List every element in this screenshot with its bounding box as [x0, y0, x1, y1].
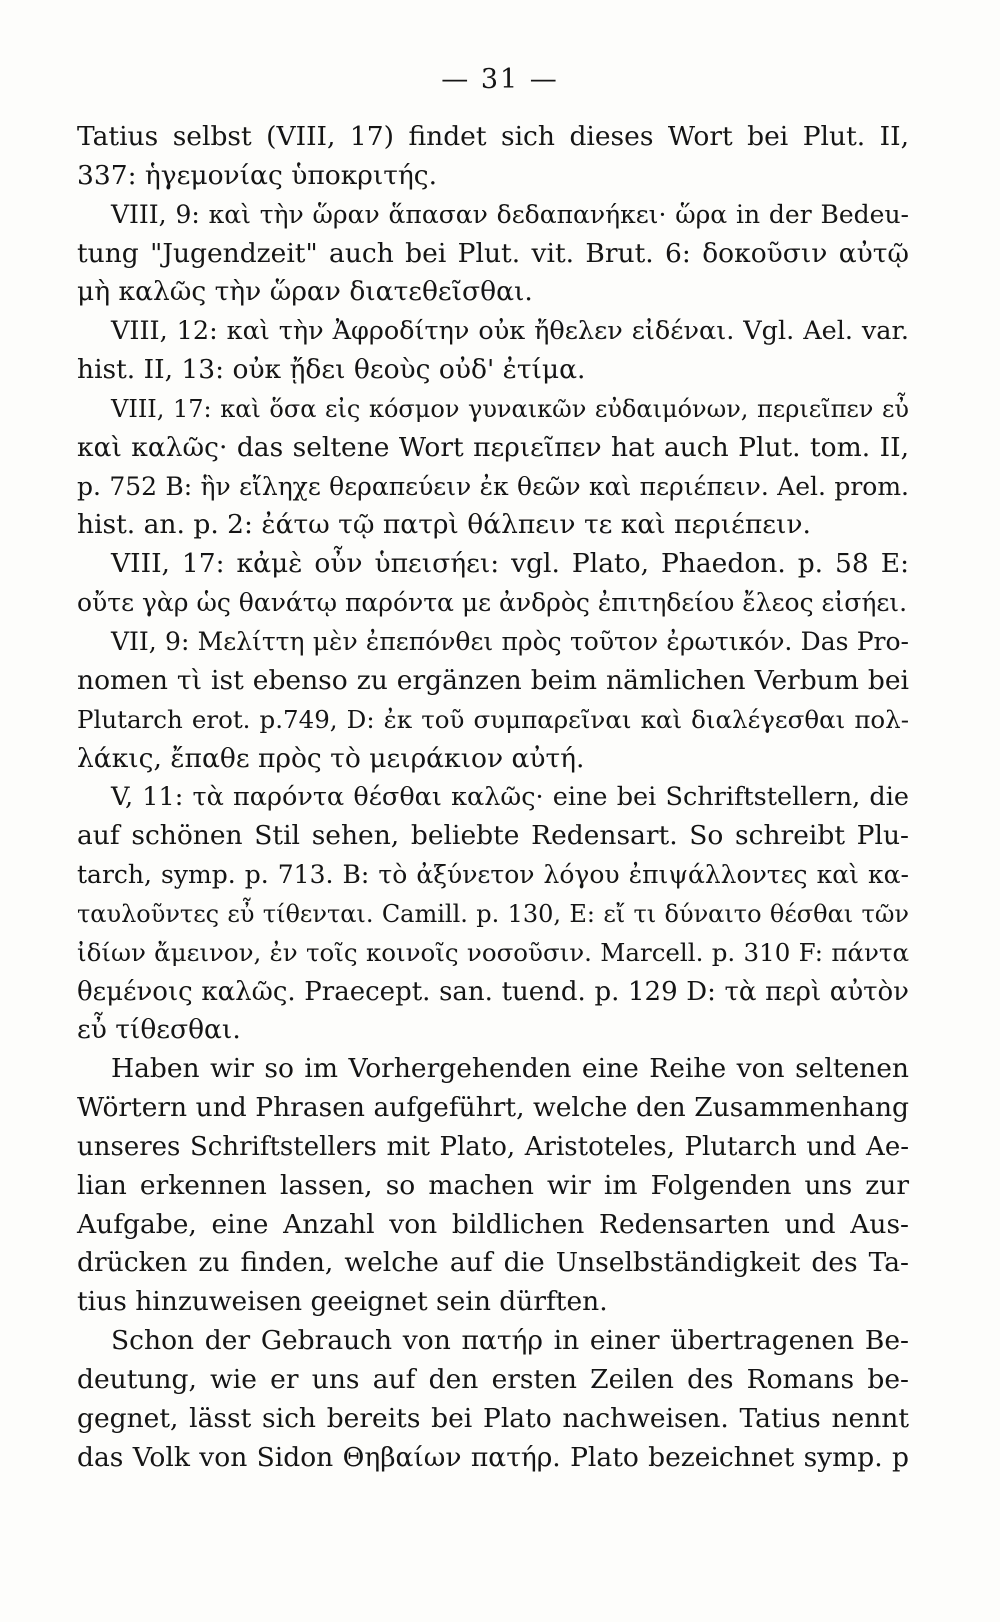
text-line: VII, 9: Μελίττη μὲν ἐπεπόνθει πρὸς τοῦτον ἐρωτικόν. Das Pro- — [111, 626, 909, 656]
text-line: unseres Schriftstellers mit Plato, Aristoteles, Plutarch und Ae- — [77, 1131, 909, 1162]
text-line: Aufgabe, eine Anzahl von bildlichen Redensarten und Aus- — [77, 1208, 909, 1240]
text-line: Plutarch erot. p.749, D: ἐκ τοῦ συμπαρεῖναι καὶ διαλέγεσθαι πολ- — [77, 704, 909, 734]
text-line: εὖ τίθεσθαι. — [77, 1014, 241, 1046]
text-line: VIII, 17: κἀμὲ οὖν ὑπεισήει: vgl. Plato, Phaedon. p. 58 E: — [111, 548, 909, 580]
text-line: gegnet, lässt sich bereits bei Plato nachweisen. Tatius nennt — [77, 1402, 909, 1434]
page-number: — 31 — — [441, 64, 559, 95]
text-line: 337: ἡγεμονίας ὑποκριτής. — [77, 159, 438, 191]
text-line: Schon der Gebrauch von πατήρ in einer übertragenen Be- — [111, 1325, 909, 1357]
text-line: λάκις, ἔπαθε πρὸς τὸ μειράκιον αὐτή. — [77, 742, 585, 774]
text-line: tius hinzuweisen geeignet sein dürften. — [77, 1286, 608, 1318]
text-line: tarch, symp. p. 713. B: τὸ ἀξύνετον λόγου ἐπιψάλλοντες καὶ κα- — [77, 860, 909, 890]
text-line: auf schönen Stil sehen, beliebte Redensart. So schreibt Plu- — [77, 820, 909, 852]
text-line: hist. II, 13: οὐκ ᾔδει θεοὺς οὐδ' ἐτίμα. — [77, 354, 586, 386]
text-line: ταυλοῦντες εὖ τίθενται. Camill. p. 130, E: εἴ τι δύναιτο θέσθαι τῶν — [77, 899, 909, 928]
text-line: VIII, 9: καὶ τὴν ὥραν ἅπασαν δεδαπανήκει· ὥρα in der Bedeu- — [111, 199, 909, 229]
text-line: Tatius selbst (VIII, 17) findet sich dieses Wort bei Plut. II, — [77, 121, 909, 152]
text-line: deutung, wie er uns auf den ersten Zeilen des Romans be- — [77, 1364, 909, 1395]
text-line: VIII, 12: καὶ τὴν Ἀφροδίτην οὐκ ἤθελεν εἰδέναι. Vgl. Ael. var. — [111, 316, 909, 347]
text-line: nomen τὶ ist ebenso zu ergänzen beim nämlichen Verbum bei — [77, 664, 909, 696]
text-line: καὶ καλῶς· das seltene Wort περιεῖπεν hat auch Plut. tom. II, — [77, 431, 909, 463]
text-line: Haben wir so im Vorhergehenden eine Reihe von seltenen — [111, 1053, 909, 1085]
text-line: VIII, 17: καὶ ὅσα εἰς κόσμον γυναικῶν εὐδαιμόνων, περιεῖπεν εὖ — [111, 394, 909, 423]
text-line: μὴ καλῶς τὴν ὥραν διατεθεῖσθαι. — [77, 276, 533, 308]
text-line: hist. an. p. 2: ἐάτω τῷ πατρὶ θάλπειν τε καὶ περιέπειν. — [77, 509, 811, 541]
text-line: tung "Jugendzeit" auch bei Plut. vit. Brut. 6: δοκοῦσιν αὐτῷ — [77, 237, 909, 269]
text-line: p. 752 B: ἣν εἴληχε θεραπεύειν ἐκ θεῶν καὶ περιέπειν. Ael. prom. — [77, 471, 909, 501]
text-line: οὔτε γὰρ ὡς θανάτῳ παρόντα με ἀνδρὸς ἐπιτηδείου ἔλεος εἰσήει. — [77, 588, 908, 618]
text-line: drücken zu finden, welche auf die Unselbständigkeit des Ta- — [77, 1247, 909, 1279]
body-text — [77, 118, 909, 1478]
text-line: ἰδίων ἄμεινον, ἐν τοῖς κοινοῖς νοσοῦσιν. Marcell. p. 310 F: πάντα — [77, 937, 909, 967]
text-line: V, 11: τὰ παρόντα θέσθαι καλῶς· eine bei Schriftstellern, die — [111, 782, 909, 813]
text-line: lian erkennen lassen, so machen wir im Folgenden uns zur — [77, 1169, 909, 1201]
text-line: θεμένοις καλῶς. Praecept. san. tuend. p. 129 D: τὰ περὶ αὐτὸν — [77, 976, 909, 1007]
text-line: das Volk von Sidon Θηβαίων πατήρ. Plato bezeichnet symp. p — [77, 1441, 909, 1473]
text-line: Wörtern und Phrasen aufgeführt, welche den Zusammenhang — [77, 1092, 909, 1124]
